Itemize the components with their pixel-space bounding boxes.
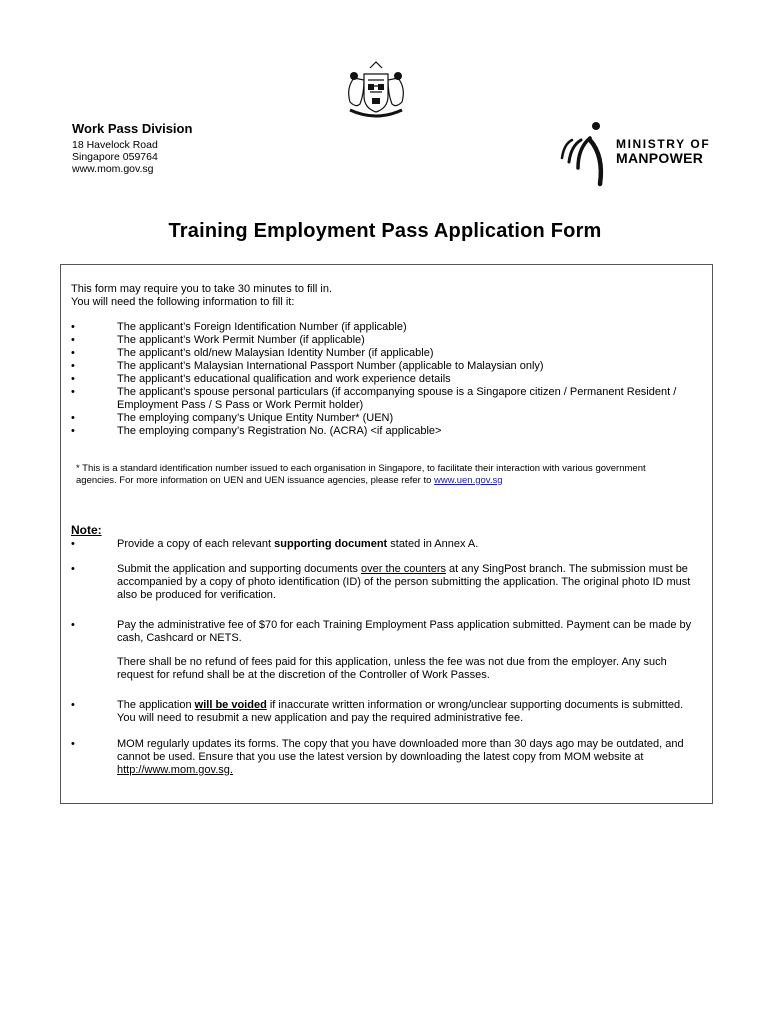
bullet-icon: • — [71, 619, 75, 631]
note-voided: • The application will be voided if inaccurate written information or wrong/unclear supporting documents is submitted. You will need to resubmit a new application and pay the required administrative fee. — [71, 699, 684, 724]
uen-website-link[interactable]: www.uen.gov.sg — [434, 475, 503, 486]
list-item: • The applicant’s Work Permit Number (if applicable) — [71, 334, 365, 346]
note-forms-update: • MOM regularly updates its forms. The copy that you have downloaded more than 30 days ago may be outdated, and cannot be used. Ensure that you use the latest version by downloading the latest copy from MOM website at http://www.mom.gov.sg. — [71, 738, 684, 776]
bullet-icon: • — [71, 360, 75, 372]
note-supporting-documents: • Provide a copy of each relevant supporting document stated in Annex A. — [71, 538, 479, 550]
address-line-2: Singapore 059764 — [72, 151, 158, 163]
website-text: www.mom.gov.sg — [72, 163, 154, 175]
list-item: • The employing company’s Unique Entity Number* (UEN) — [71, 412, 394, 424]
note-submission: • Submit the application and supporting documents over the counters at any SingPost branch. The submission must be accompanied by a copy of photo identification (ID) of the person submitting the application. The original photo ID must also be produced for verification. — [71, 563, 691, 601]
list-item: • The applicant’s Malaysian International Passport Number (applicable to Malaysian only) — [71, 360, 544, 372]
mom-website-link[interactable]: http://www.mom.gov.sg. — [117, 764, 233, 776]
bullet-icon: • — [71, 373, 75, 385]
logo-line-1: MINISTRY OF — [616, 137, 711, 151]
logo-line-2: MANPOWER — [616, 150, 704, 166]
list-item: • The applicant’s spouse personal particulars (if accompanying spouse is a Singapore citizen / Permanent Resident / Employment Pass / S Pass or Work Permit holder) — [71, 386, 677, 411]
refund-paragraph: There shall be no refund of fees paid for this application, unless the fee was not due from the employer. Any such request for refund shall be at the discretion of the Controller of Work Passes. — [117, 656, 667, 681]
uen-footnote: * This is a standard identification number issued to each organisation in Singapore, to facilitate their interaction with various government agencies. For more information on UEN and UEN issuance agencies, please refer to www.uen.gov.sg — [76, 463, 646, 486]
logo-wordmark — [616, 137, 710, 165]
list-item: • The applicant’s educational qualification and work experience details — [71, 373, 451, 385]
bullet-icon: • — [71, 699, 75, 711]
division-title: Work Pass Division — [72, 121, 193, 136]
address-line-1: 18 Havelock Road — [72, 139, 158, 151]
division-address-block — [72, 121, 192, 175]
intro-text — [71, 283, 332, 309]
bullet-icon: • — [71, 321, 75, 333]
bullet-icon: • — [71, 538, 75, 550]
intro-line-1: This form may require you to take 30 minutes to fill in. — [71, 283, 333, 295]
list-item: • The employing company’s Registration No. (ACRA) <if applicable> — [71, 425, 442, 437]
intro-line-2: You will need the following information to fill it: — [71, 296, 295, 308]
bullet-icon: • — [71, 412, 75, 424]
bullet-icon: • — [71, 425, 75, 437]
list-item: • The applicant’s Foreign Identification Number (if applicable) — [71, 321, 407, 333]
list-item: • The applicant’s old/new Malaysian Identity Number (if applicable) — [71, 347, 434, 359]
requirements-list — [71, 321, 691, 438]
bullet-icon: • — [71, 334, 75, 346]
singapore-crest-icon — [340, 58, 412, 126]
form-title: Training Employment Pass Application Form — [168, 220, 602, 242]
bullet-icon: • — [71, 386, 75, 398]
note-heading: Note: — [71, 523, 102, 537]
note-fee: • Pay the administrative fee of $70 for each Training Employment Pass application submitted. Payment can be made by cash, Cashcard or NETS. There shall be no refund of fees paid for this application, unless the fee was not due from the employer. Any such request for refund shall be at the discretion of the Controller of Work Passes. — [71, 619, 696, 682]
bullet-icon: • — [71, 738, 75, 750]
bullet-icon: • — [71, 563, 75, 575]
bullet-icon: • — [71, 347, 75, 359]
instructions-box — [60, 264, 713, 804]
